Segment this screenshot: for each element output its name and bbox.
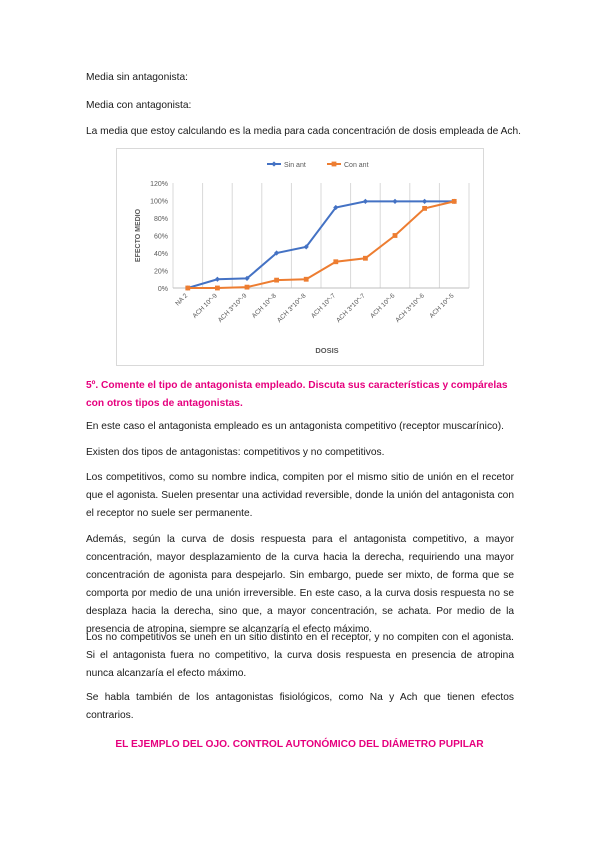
data-point (363, 256, 368, 261)
paragraph-physiological: Se habla también de los antagonistas fisiológicos, como Na y Ach que tienen efectos contrarios. (86, 692, 514, 721)
x-tick-label: ACH 3*10^-8 (275, 292, 308, 325)
data-point (392, 199, 397, 204)
x-tick-label: ACH 10^-6 (369, 292, 397, 320)
x-tick-label: ACH 10^-9 (191, 292, 219, 320)
data-point (452, 199, 457, 204)
data-point (274, 278, 279, 283)
section-heading-eye: EL EJEMPLO DEL OJO. CONTROL AUTONÓMICO DEL DIÁMETRO PUPILAR (115, 739, 484, 750)
legend-label-1: Con ant (344, 162, 369, 169)
media-sin-antagonista: Media sin antagonista: (86, 72, 188, 83)
data-point (422, 206, 427, 211)
data-point (333, 259, 338, 264)
y-tick-label: 100% (150, 198, 168, 206)
paragraph-curve: Además, según la curva de dosis respuesta para el antagonista competitivo, a mayor concentración, mayor desplazamiento de la curva hacia la derecha, requiriendo una mayor concentración de agonista para despejarlo. Sin embargo, puede ser mixto, de forma que se comporta por medio de una unión irreversible. En este caso, a la curva dosis respuesta no se desplaza hacia la derecha, sino que, a mayor concentración, se achata. Por medio de la presencia de atropina, siempre se alcanzaría el efecto máximo. (86, 534, 514, 635)
y-tick-label: 80% (153, 216, 168, 223)
y-tick-label: 0% (157, 286, 168, 293)
x-tick-label: ACH 3*10^-7 (335, 292, 367, 325)
media-con-antagonista: Media con antagonista: (86, 100, 192, 111)
paragraph-noncompetitive: Los no competitivos se unen en un sitio distinto en el receptor, y no compiten con el agonista. Si el antagonista fuera no competitivo, la curva dosis respuesta en presencia de atropina nunca alcanzaría el efecto máximo. (86, 632, 514, 679)
x-tick-label: ACH 3*10^-6 (394, 292, 427, 325)
data-point (185, 286, 190, 291)
chart-svg (117, 149, 483, 365)
x-axis-title: DOSIS (315, 346, 339, 355)
dose-response-chart (116, 148, 484, 366)
data-point (215, 277, 220, 282)
question-5: 5º. Comente el tipo de antagonista empleado. Discuta sus características y compárelas con otros tipos de antagonistas. (86, 380, 508, 409)
paragraph-competitive: Los competitivos, como su nombre indica, compiten por el mismo sitio de unión en el recetor que el agonista. Suelen presentar una actividad reversible, donde la unión del antagonista con el receptor no suele ser permanente. (86, 472, 514, 519)
data-point (393, 233, 398, 238)
y-axis-title: EFECTO MEDIO (135, 208, 142, 263)
media-explanation: La media que estoy calculando es la media para cada concentración de dosis empleada de Ach. (86, 126, 521, 137)
legend-label-0: Sin ant (284, 162, 306, 169)
x-tick-label: NA 2 (174, 292, 190, 308)
x-tick-label: ACH 10^-7 (309, 292, 338, 320)
y-tick-label: 20% (153, 268, 168, 276)
data-point (363, 199, 368, 204)
x-tick-label: ACH 3*10^-9 (216, 292, 249, 325)
x-tick-label: ACH 10^-8 (250, 292, 279, 320)
y-tick-label: 40% (153, 251, 168, 258)
y-tick-label: 60% (153, 233, 168, 241)
x-tick-label: ACH 10^-5 (428, 292, 456, 320)
data-point (304, 277, 309, 282)
data-point (422, 199, 427, 204)
paragraph-types: Existen dos tipos de antagonistas: competitivos y no competitivos. (86, 447, 385, 458)
data-point (245, 285, 250, 290)
y-tick-label: 120% (150, 181, 168, 188)
paragraph-competitive-intro: En este caso el antagonista empleado es un antagonista competitivo (receptor muscarínico). (86, 421, 504, 432)
legend-marker (271, 161, 276, 166)
legend-marker (332, 162, 337, 167)
data-point (215, 286, 220, 291)
